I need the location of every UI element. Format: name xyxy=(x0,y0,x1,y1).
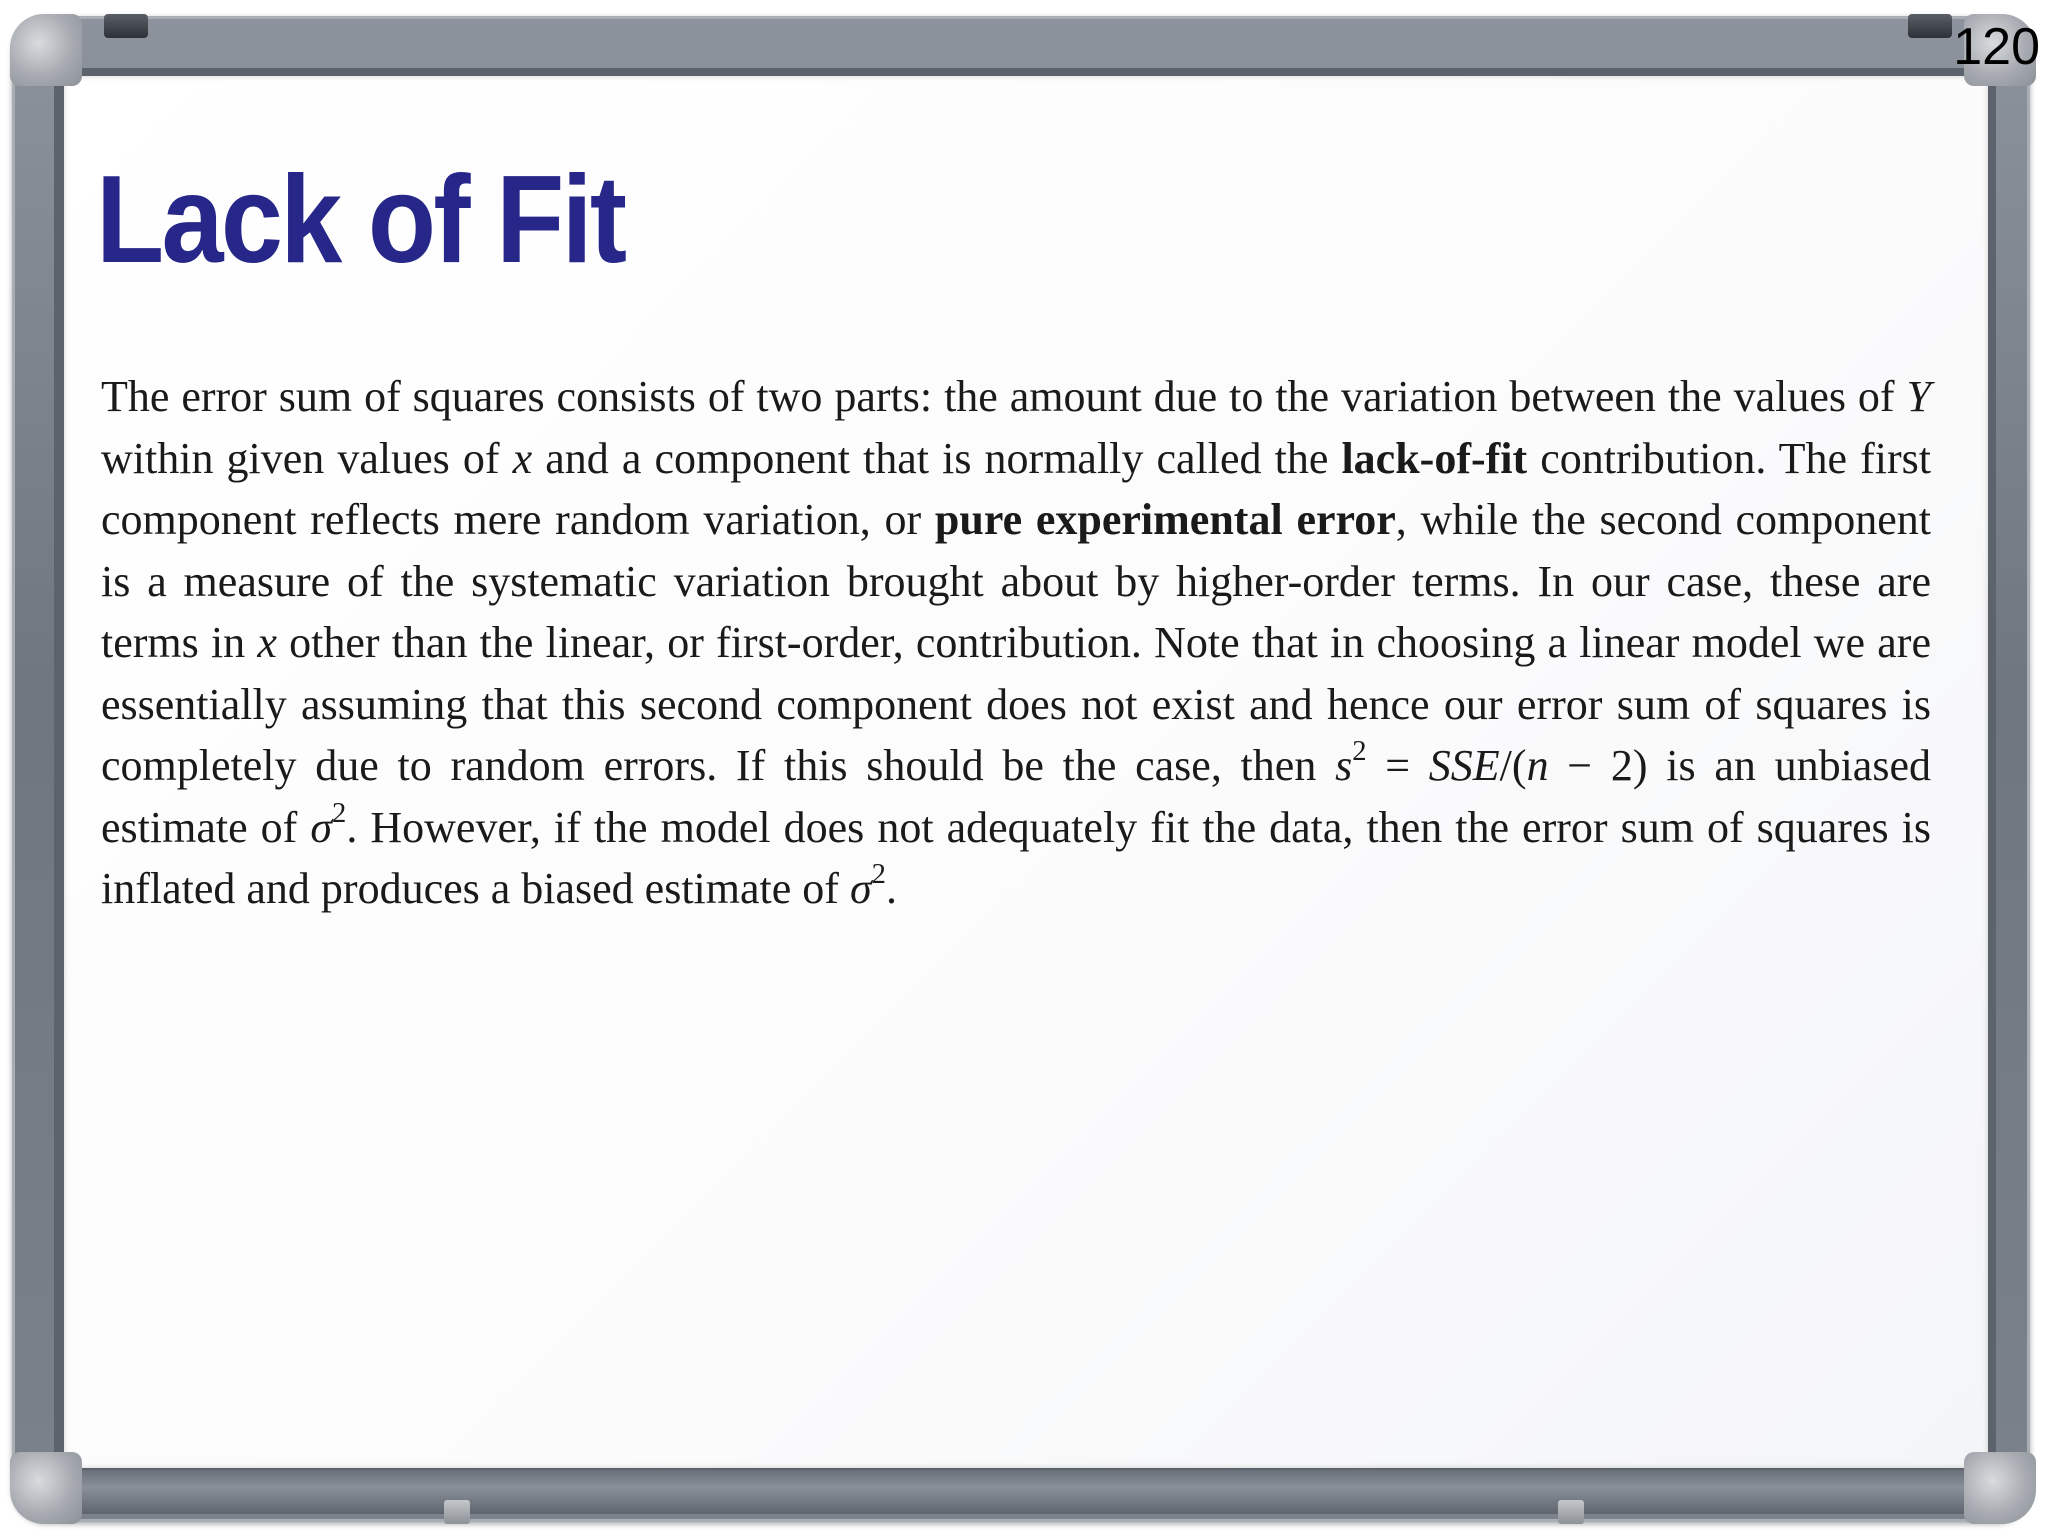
body-text-segment: within given values of xyxy=(101,433,513,483)
math-operator: /( xyxy=(1499,741,1527,790)
body-text-segment: contribution. The first component reflects mere random variation, or xyxy=(101,433,1931,544)
math-exponent: 2 xyxy=(1352,735,1367,767)
math-exponent: 2 xyxy=(871,858,886,890)
frame-corner xyxy=(10,14,82,86)
body-text-segment: other than the linear, or first-order, contribution. Note that in choosing a linear model we are essentially assuming that this second component does not exist and hence our error sum of squares is completely due to random errors. If this should be the case, then xyxy=(101,618,1931,790)
term-pure-experimental-error: pure experimental error xyxy=(934,495,1396,544)
page-number: 120 xyxy=(1953,18,2040,76)
math-variable: x xyxy=(512,433,533,483)
math-variable: SSE xyxy=(1428,741,1500,790)
body-paragraph xyxy=(101,366,1931,920)
board-clip xyxy=(104,14,148,38)
term-lack-of-fit: lack-of-fit xyxy=(1341,433,1528,483)
math-variable: σ xyxy=(310,802,333,852)
math-exponent: 2 xyxy=(332,797,347,829)
math-operator: − 2) xyxy=(1548,741,1648,790)
math-variable: n xyxy=(1526,741,1549,790)
tray-clip xyxy=(444,1500,470,1524)
tray-clip xyxy=(1558,1500,1584,1524)
body-text-segment: The error sum of squares consists of two parts: the amount due to the variation between the values of xyxy=(101,372,1907,421)
math-operator: = xyxy=(1366,741,1429,790)
math-variable: σ xyxy=(849,864,872,913)
body-text-segment: . However, if the model does not adequately fit the data, then the error sum of squares is inflated and produces a biased estimate of xyxy=(101,802,1931,913)
body-text-segment: . xyxy=(885,864,897,913)
body-text-segment: and a component that is normally called the xyxy=(532,433,1342,483)
slide-title: Lack of Fit xyxy=(96,151,625,289)
frame-corner xyxy=(1964,1452,2036,1524)
math-variable: x xyxy=(257,618,277,667)
body-text-segment: is an unbiased estimate of xyxy=(101,741,1931,852)
body-text-segment: , while the second component is a measure of the systematic variation brought about by higher-order terms. In our case, these are terms in xyxy=(101,495,1931,667)
math-variable: s xyxy=(1335,741,1353,790)
math-variable: Y xyxy=(1906,372,1931,421)
marker-tray xyxy=(54,1470,1996,1514)
frame-corner xyxy=(10,1452,82,1524)
